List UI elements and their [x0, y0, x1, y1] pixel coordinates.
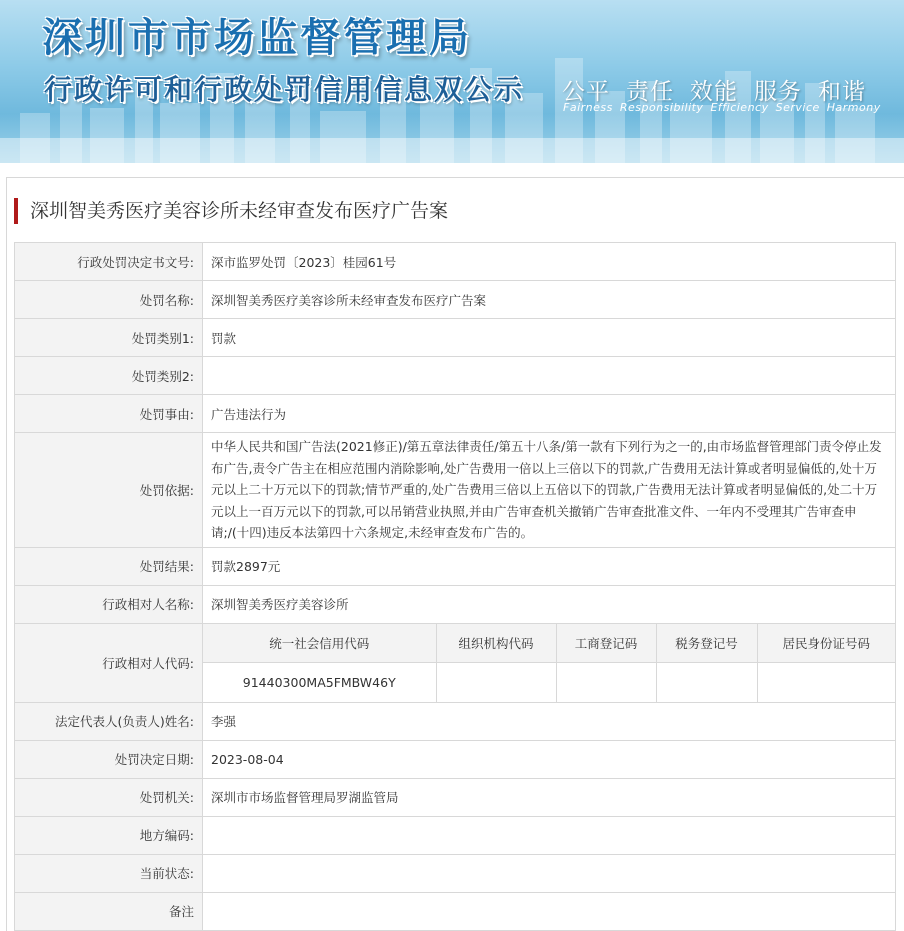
- field-label: 处罚机关:: [15, 778, 203, 816]
- table-row: [15, 281, 896, 319]
- table-row: [15, 585, 896, 623]
- field-label: 当前状态:: [15, 854, 203, 892]
- decision-date-value: 2023-08-04: [203, 740, 896, 778]
- category1-value: 罚款: [203, 319, 896, 357]
- decision-number-value: 深市监罗处罚〔2023〕桂园61号: [203, 243, 896, 281]
- basis-value: 中华人民共和国广告法(2021修正)/第五章法律责任/第五十八条/第一款有下列行为之一的,由市场监督管理部门责令停止发布广告,责令广告主在相应范围内消除影响,处广告费用一倍以上三倍以下的罚款,广告费用无法计算或者明显偏低的,处十万元以上二十万元以下的罚款;情节严重的,处广告费用三倍以上五倍以下的罚款,广告费用无法计算或者明显偏低的,处二十万元以上一百万元以下的罚款,可以吊销营业执照,并由广告审查机关撤销广告审查批准文件、一年内不受理其广告审查申请;/(十四)违反本法第四十六条规定,未经审查发布广告的。: [203, 433, 896, 548]
- table-row: [203, 624, 895, 663]
- id-card-value: [757, 663, 895, 702]
- field-label: 处罚依据:: [15, 433, 203, 548]
- column-header: 统一社会信用代码: [203, 624, 436, 663]
- tax-reg-value: [656, 663, 757, 702]
- authority-value: 深圳市市场监督管理局罗湖监管局: [203, 778, 896, 816]
- case-title: 深圳智美秀医疗美容诊所未经审查发布医疗广告案: [14, 198, 448, 224]
- table-row: [15, 433, 896, 548]
- field-label: 行政相对人代码:: [15, 623, 203, 702]
- column-header: 工商登记码: [556, 624, 656, 663]
- table-row: [15, 740, 896, 778]
- motto-en-item: Fairness: [563, 101, 613, 114]
- table-row: [15, 892, 896, 930]
- column-header: 税务登记号: [656, 624, 757, 663]
- site-title: 深圳市市场监督管理局: [42, 15, 472, 61]
- party-name-value: 深圳智美秀医疗美容诊所: [203, 585, 896, 623]
- motto-en-item: Efficiency: [710, 101, 769, 114]
- business-reg-value: [556, 663, 656, 702]
- motto-en-item: Responsibility: [619, 101, 704, 114]
- table-row: [15, 778, 896, 816]
- legal-rep-value: 李强: [203, 702, 896, 740]
- field-label: 处罚决定日期:: [15, 740, 203, 778]
- status-value: [203, 854, 896, 892]
- motto-cn-item: 服务: [754, 79, 802, 105]
- reason-value: 广告违法行为: [203, 395, 896, 433]
- region-code-value: [203, 816, 896, 854]
- table-row: [15, 816, 896, 854]
- field-label: 处罚结果:: [15, 547, 203, 585]
- motto-en-item: Harmony: [826, 101, 881, 114]
- remark-value: [203, 892, 896, 930]
- field-label: 处罚类别2:: [15, 357, 203, 395]
- field-label: 地方编码:: [15, 816, 203, 854]
- party-code-cell: [203, 623, 896, 702]
- column-header: 居民身份证号码: [757, 624, 895, 663]
- header-banner: [0, 0, 904, 163]
- motto-cn-item: 和谐: [818, 79, 866, 105]
- motto-cn-item: 公平: [562, 79, 610, 105]
- table-row: [15, 243, 896, 281]
- table-row: [203, 663, 895, 702]
- table-row: [15, 547, 896, 585]
- table-row: [15, 702, 896, 740]
- motto-en: [563, 101, 888, 114]
- field-label: 处罚事由:: [15, 395, 203, 433]
- motto-cn-item: 责任: [626, 79, 674, 105]
- penalty-info-table: [14, 242, 896, 931]
- motto-en-item: Service: [775, 101, 820, 114]
- field-label: 处罚类别1:: [15, 319, 203, 357]
- table-row: [15, 319, 896, 357]
- org-code-value: [436, 663, 556, 702]
- field-label: 法定代表人(负责人)姓名:: [15, 702, 203, 740]
- table-row: [15, 395, 896, 433]
- motto-cn-item: 效能: [690, 79, 738, 105]
- column-header: 组织机构代码: [436, 624, 556, 663]
- credit-code-value: 91440300MA5FMBW46Y: [203, 663, 436, 702]
- table-row: [15, 357, 896, 395]
- field-label: 行政相对人名称:: [15, 585, 203, 623]
- party-code-table: [203, 624, 895, 702]
- table-row: [15, 854, 896, 892]
- penalty-name-value: 深圳智美秀医疗美容诊所未经审查发布医疗广告案: [203, 281, 896, 319]
- field-label: 处罚名称:: [15, 281, 203, 319]
- table-row: [15, 623, 896, 702]
- category2-value: [203, 357, 896, 395]
- site-subtitle: 行政许可和行政处罚信用信息双公示: [44, 73, 525, 106]
- field-label: 行政处罚决定书文号:: [15, 243, 203, 281]
- field-label: 备注: [15, 892, 203, 930]
- result-value: 罚款2897元: [203, 547, 896, 585]
